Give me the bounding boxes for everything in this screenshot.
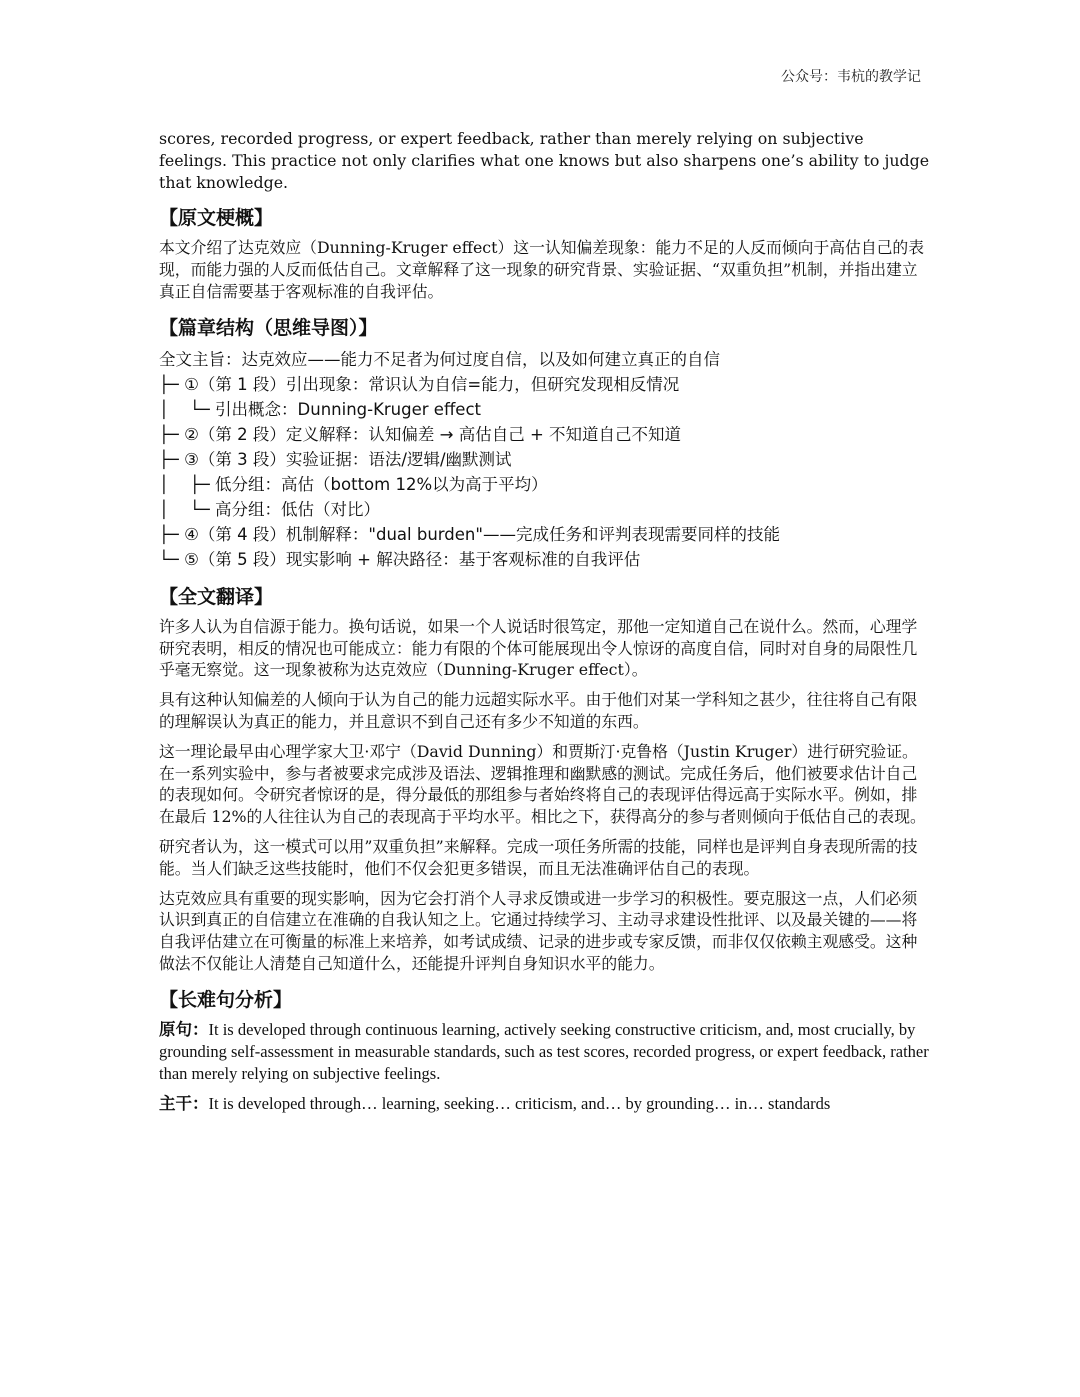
translation-paragraph: 许多人认为自信源于能力。换句话说，如果一个人说话时很笃定，那他一定知道自己在说什么。然而，心理学研究表明，相反的情况也可能成立：能力有限的个体可能展现出令人惊讶的高度自信，同时对自身的局限性几乎毫无察觉。这一现象被称为达克效应（Dunning-Kruger effect）。 <box>159 616 918 680</box>
original-label: 原句： <box>159 1019 209 1039</box>
translation-paragraph: 具有这种认知偏差的人倾向于认为自己的能力远超实际水平。由于他们对某一学科知之甚少，往往将自己有限的理解误认为真正的能力，并且意识不到自己还有多少不知道的东西。 <box>159 690 918 731</box>
analysis-title: 【长难句分析】 <box>159 988 293 1011</box>
tree-line: │ ├─ 低分组：高估（bottom 12%以为高于平均） <box>159 474 548 494</box>
tree-line: │ └─ 引出概念：Dunning-Kruger effect <box>159 399 481 419</box>
source-header: 公众号：韦杭的教学记 <box>781 69 921 85</box>
tree-line: ├─ ④（第 4 段）机制解释："dual burden"——完成任务和评判表现需要同样的技能 <box>159 524 780 544</box>
tree-line: ├─ ①（第 1 段）引出现象：常识认为自信=能力，但研究发现相反情况 <box>159 374 680 394</box>
translation-title: 【全文翻译】 <box>159 585 274 608</box>
trunk-sentence <box>159 1093 931 1115</box>
trunk-text: It is developed through… learning, seeking… criticism, and… by grounding… in… standards <box>208 1093 831 1113</box>
tree-line: └─ ⑤（第 5 段）现实影响 + 解决路径：基于客观标准的自我评估 <box>159 549 641 569</box>
summary-text: 本文介绍了达克效应（Dunning-Kruger effect）这一认知偏差现象：能力不足的人反而倾向于高估自己的表现，而能力强的人反而低估自己。文章解释了这一现象的研究背景、实验证据、“双重负担”机制，并指出建立真正自信需要基于客观标准的自我评估。 <box>159 238 925 301</box>
main-content <box>159 128 931 1123</box>
original-sentence <box>159 1019 931 1085</box>
trunk-label: 主干： <box>159 1093 209 1113</box>
main-idea: 全文主旨：达克效应——能力不足者为何过度自信，以及如何建立真正的自信 <box>159 349 720 369</box>
summary-title: 【原文梗概】 <box>159 207 274 230</box>
tree-line: ├─ ③（第 3 段）实验证据：语法/逻辑/幽默测试 <box>159 449 512 469</box>
tree-line: ├─ ②（第 2 段）定义解释：认知偏差 → 高估自己 + 不知道自己不知道 <box>159 424 682 444</box>
translation-paragraph: 达克效应具有重要的现实影响，因为它会打消个人寻求反馈或进一步学习的积极性。要克服这一点，人们必须认识到真正的自信建立在准确的自我认知之上。它通过持续学习、主动寻求建设性批评、以及最关键的——将自我评估建立在可衡量的标准上来培养，如考试成绩、记录的进步或专家反馈，而非仅仅依赖主观感受。这种做法不仅能让人清楚自己知道什么，还能提升评判自身知识水平的能力。 <box>159 888 918 973</box>
structure-tree <box>159 347 931 572</box>
tree-line: │ └─ 高分组：低估（对比） <box>159 499 381 519</box>
structure-title: 【篇章结构（思维导图）】 <box>159 316 378 339</box>
intro-continuation: scores, recorded progress, or expert feedback, rather than merely relying on subjective feelings. This practice not only clarifies what one knows but also sharpens one’s ability to judge that knowledge. <box>159 129 930 192</box>
translation-paragraph: 研究者认为，这一模式可以用”双重负担”来解释。完成一项任务所需的技能，同样也是评判自身表现所需的技能。当人们缺乏这些技能时，他们不仅会犯更多错误，而且无法准确评估自己的表现。 <box>159 836 918 878</box>
translation-paragraph: 这一理论最早由心理学家大卫·邓宁（David Dunning）和贾斯汀·克鲁格（Justin Kruger）进行研究验证。在一系列实验中，参与者被要求完成涉及语法、逻辑推理和幽默感的测试。完成任务后，他们被要求估计自己的表现如何。令研究者惊讶的是，得分最低的那组参与者始终将自己的表现评估得远高于实际水平。例如，排在最后 12%的人往往认为自己的表现高于平均水平。相比之下，获得高分的参与者则倾向于低估自己的表现。 <box>159 741 926 827</box>
original-text: It is developed through continuous learning, actively seeking constructive criticism, and, most crucially, by grounding self-assessment in measurable standards, such as test scores, recorded progress, or expert feedback, rather than merely relying on subjective feelings. <box>159 1019 929 1083</box>
